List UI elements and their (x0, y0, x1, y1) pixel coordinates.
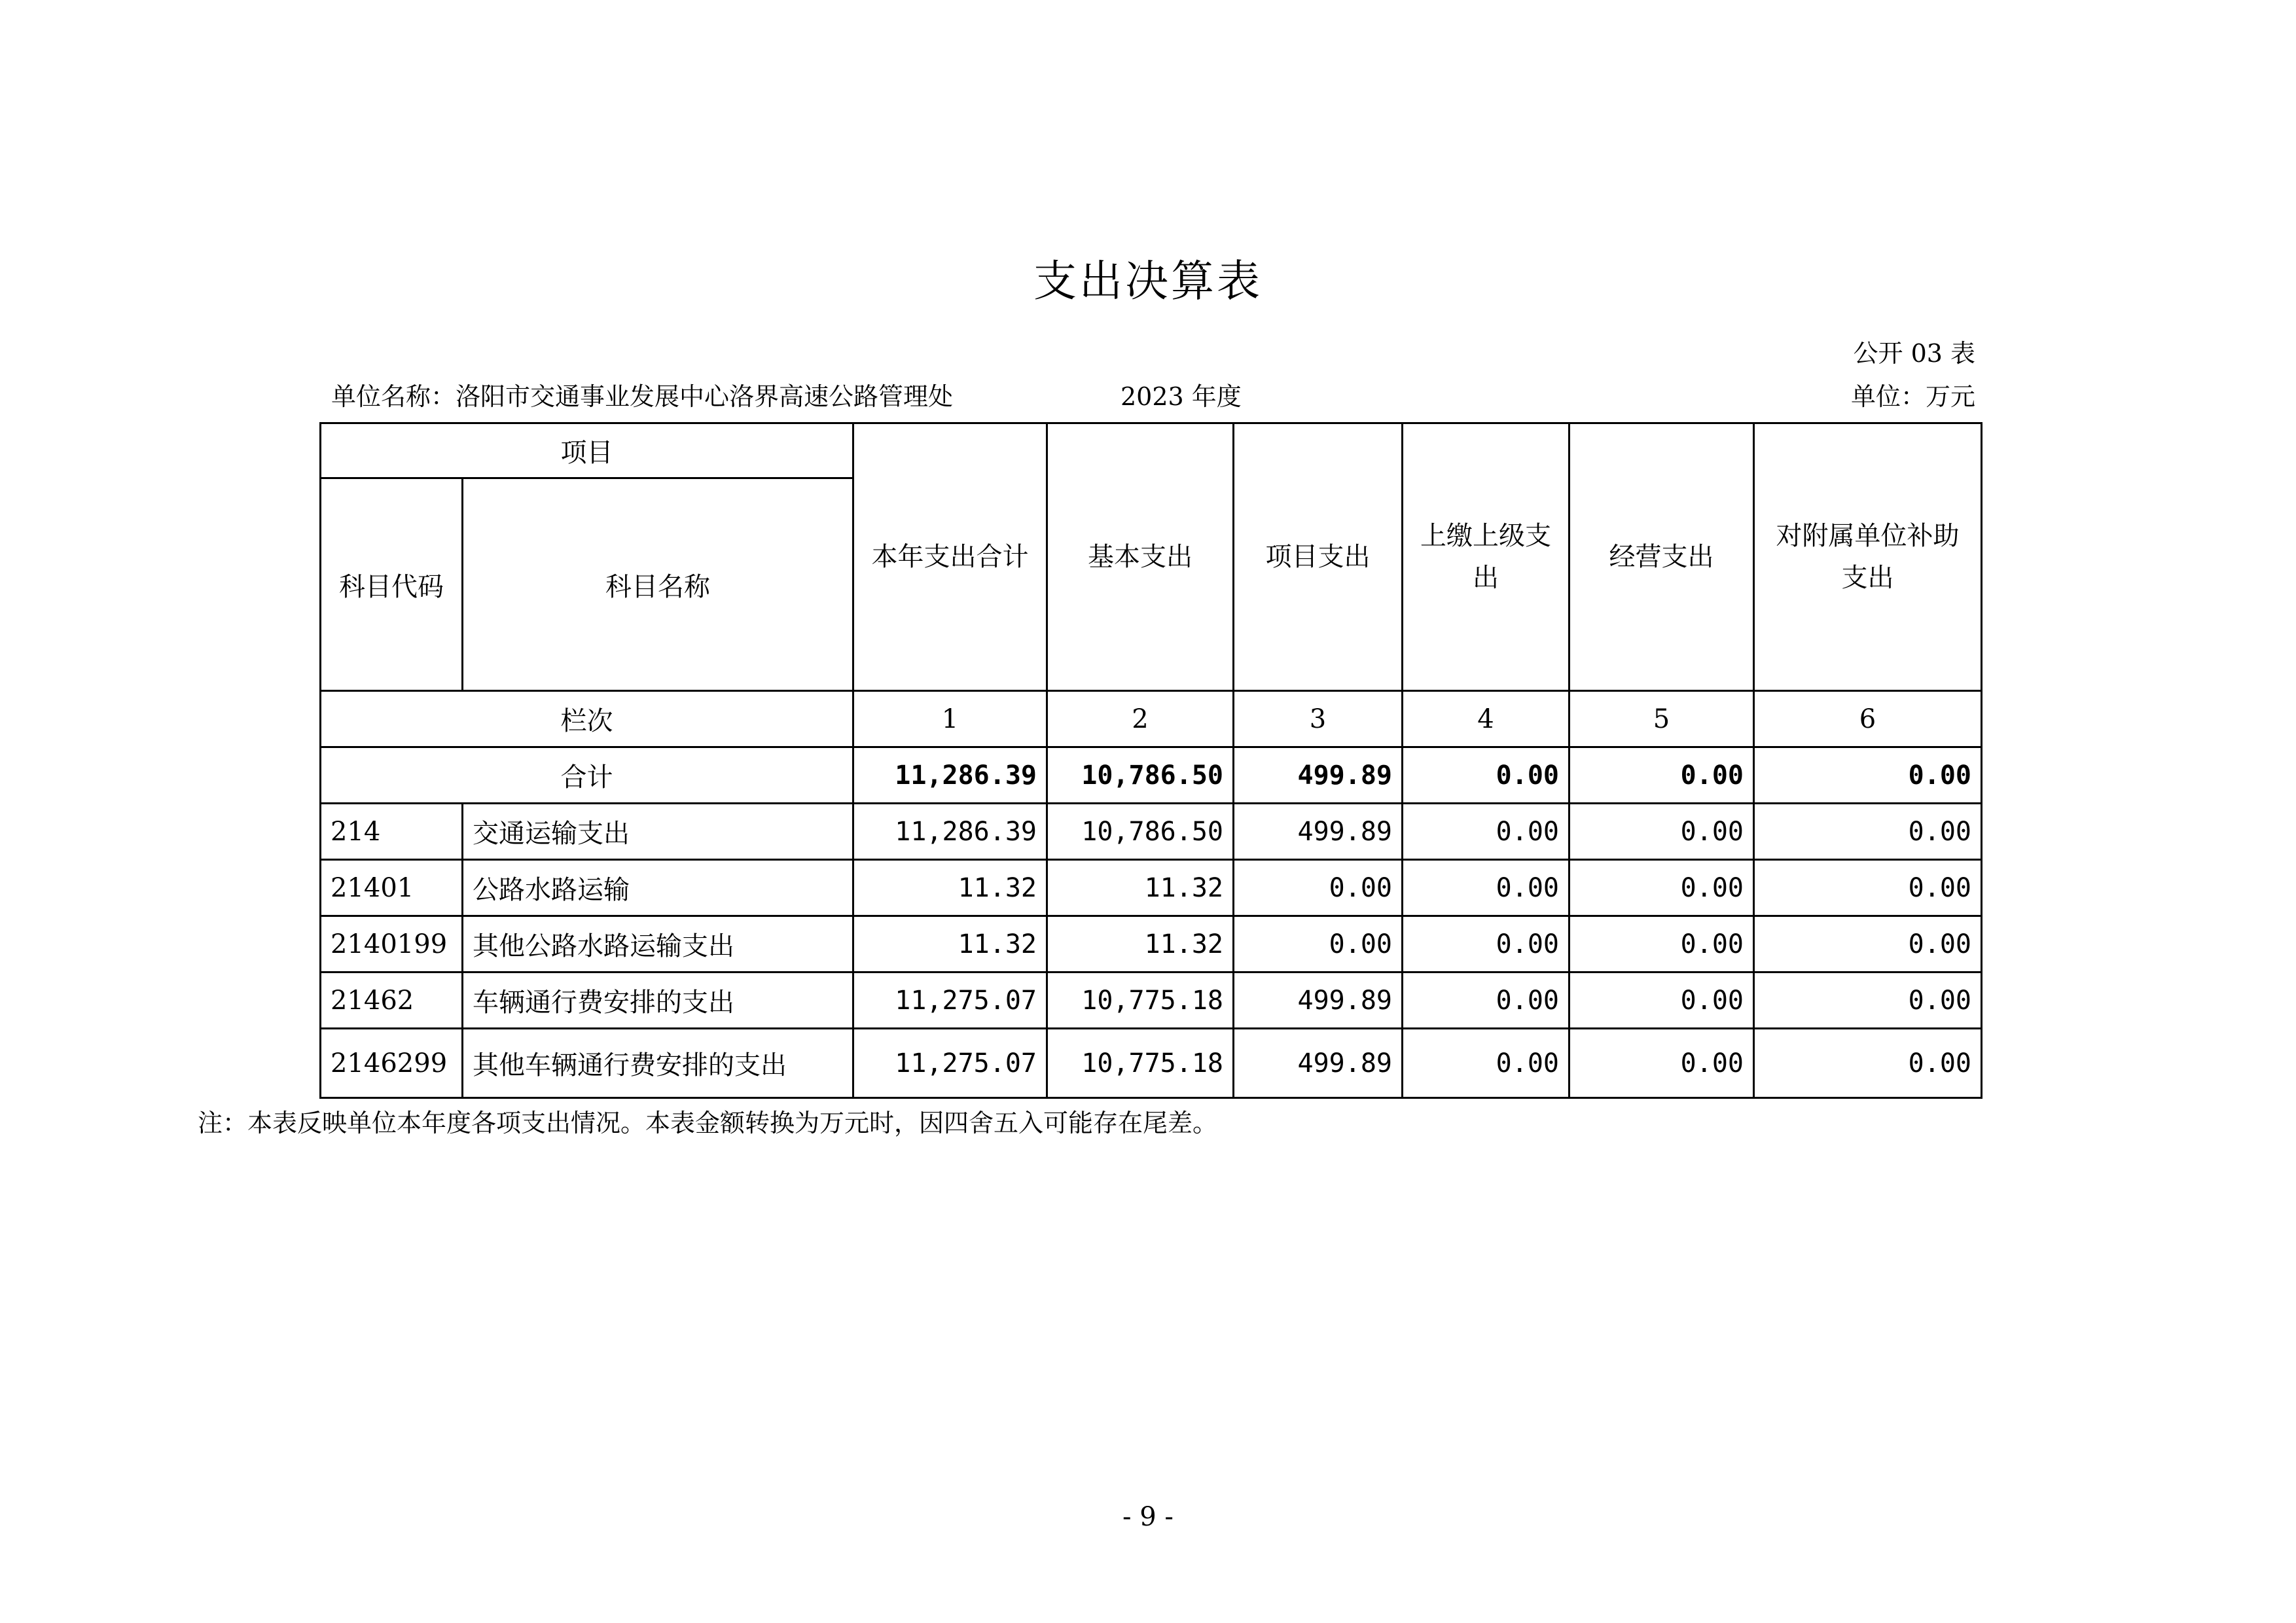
index-row (321, 691, 1982, 747)
row-value-2: 10,775.18 (1047, 972, 1234, 1029)
total-value-6: 0.00 (1754, 747, 1982, 804)
table-row (321, 860, 1982, 916)
index-1: 1 (853, 691, 1047, 747)
row-value-4: 0.00 (1403, 1029, 1570, 1098)
row-value-3: 0.00 (1234, 916, 1403, 972)
header-col3: 项目支出 (1234, 423, 1403, 691)
total-label: 合计 (321, 747, 853, 804)
row-name: 其他公路水路运输支出 (463, 916, 853, 972)
form-number: 公开 03 表 (1853, 339, 1975, 368)
index-label: 栏次 (321, 691, 853, 747)
row-value-3: 499.89 (1234, 1029, 1403, 1098)
header-row-1 (321, 423, 1982, 478)
row-value-1: 11,275.07 (853, 1029, 1047, 1098)
total-value-2: 10,786.50 (1047, 747, 1234, 804)
row-value-6: 0.00 (1754, 972, 1982, 1029)
row-name: 其他车辆通行费安排的支出 (463, 1029, 853, 1098)
header-name: 科目名称 (463, 478, 853, 691)
row-value-3: 499.89 (1234, 804, 1403, 860)
row-value-2: 11.32 (1047, 860, 1234, 916)
row-value-1: 11.32 (853, 860, 1047, 916)
currency-unit: 单位：万元 (1850, 382, 1975, 411)
header-col4: 上缴上级支出 (1403, 423, 1570, 691)
row-value-2: 11.32 (1047, 916, 1234, 972)
unit-name: 单位名称：洛阳市交通事业发展中心洛界高速公路管理处 (331, 382, 954, 411)
row-value-6: 0.00 (1754, 804, 1982, 860)
header-col1: 本年支出合计 (853, 423, 1047, 691)
table-row (321, 1029, 1982, 1098)
row-value-4: 0.00 (1403, 916, 1570, 972)
row-value-1: 11.32 (853, 916, 1047, 972)
row-value-6: 0.00 (1754, 916, 1982, 972)
page-number: - 9 - (1122, 1502, 1174, 1532)
total-value-4: 0.00 (1403, 747, 1570, 804)
row-name: 交通运输支出 (463, 804, 853, 860)
footnote: 注：本表反映单位本年度各项支出情况。本表金额转换为万元时，因四舍五入可能存在尾差。 (198, 1109, 1218, 1137)
row-code: 2146299 (321, 1029, 463, 1098)
total-value-1: 11,286.39 (853, 747, 1047, 804)
index-4: 4 (1403, 691, 1570, 747)
row-code: 21462 (321, 972, 463, 1029)
table-row (321, 804, 1982, 860)
fiscal-year: 2023 年度 (1121, 382, 1242, 411)
table-row (321, 916, 1982, 972)
row-value-4: 0.00 (1403, 860, 1570, 916)
row-name: 公路水路运输 (463, 860, 853, 916)
row-value-5: 0.00 (1570, 916, 1754, 972)
row-value-1: 11,286.39 (853, 804, 1047, 860)
row-value-3: 0.00 (1234, 860, 1403, 916)
row-value-5: 0.00 (1570, 860, 1754, 916)
header-code: 科目代码 (321, 478, 463, 691)
total-value-3: 499.89 (1234, 747, 1403, 804)
row-value-6: 0.00 (1754, 860, 1982, 916)
row-value-5: 0.00 (1570, 1029, 1754, 1098)
total-row (321, 747, 1982, 804)
row-value-4: 0.00 (1403, 804, 1570, 860)
row-value-6: 0.00 (1754, 1029, 1982, 1098)
index-6: 6 (1754, 691, 1982, 747)
header-project: 项目 (321, 423, 853, 478)
header-col6: 对附属单位补助支出 (1754, 423, 1982, 691)
header-col2: 基本支出 (1047, 423, 1234, 691)
total-value-5: 0.00 (1570, 747, 1754, 804)
row-value-3: 499.89 (1234, 972, 1403, 1029)
row-code: 21401 (321, 860, 463, 916)
index-5: 5 (1570, 691, 1754, 747)
row-value-2: 10,786.50 (1047, 804, 1234, 860)
table-row (321, 972, 1982, 1029)
row-value-2: 10,775.18 (1047, 1029, 1234, 1098)
row-value-4: 0.00 (1403, 972, 1570, 1029)
index-3: 3 (1234, 691, 1403, 747)
row-name: 车辆通行费安排的支出 (463, 972, 853, 1029)
row-value-5: 0.00 (1570, 972, 1754, 1029)
row-value-5: 0.00 (1570, 804, 1754, 860)
index-2: 2 (1047, 691, 1234, 747)
row-code: 2140199 (321, 916, 463, 972)
row-code: 214 (321, 804, 463, 860)
page-title: 支出决算表 (1033, 256, 1263, 306)
expenditure-table (319, 422, 1982, 1099)
row-value-1: 11,275.07 (853, 972, 1047, 1029)
header-col5: 经营支出 (1570, 423, 1754, 691)
